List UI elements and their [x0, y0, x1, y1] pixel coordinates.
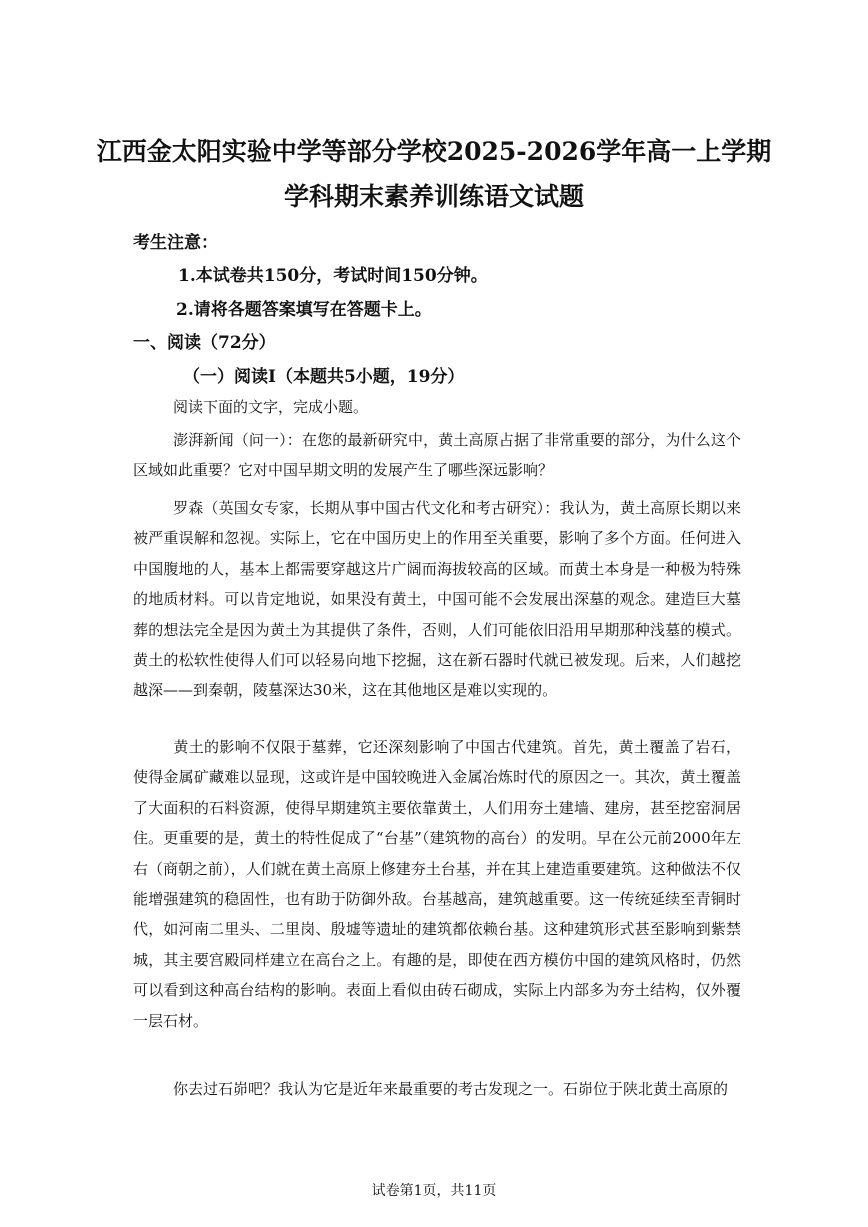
- subsection-heading: （一）阅读I（本题共5小题，19分）: [183, 367, 465, 387]
- paragraph-3: 黄土的影响不仅限于墓葬，它还深刻影响了中国古代建筑。首先，黄土覆盖了岩石，使得金属矿藏难以显现，这或许是中国较晚进入金属冶炼时代的原因之一。其次，黄土覆盖了大面积的石料资源，使得早期建筑主要依靠黄土，人们用夯土建墙、建房，甚至挖窑洞居住。更重要的是，黄土的特性促成了“台基”（建筑物的高台）的发明。早在公元前2000年左右（商朝之前），人们就在黄土高原上修建夯土台基，并在其上建造重要建筑。这种做法不仅能增强建筑的稳固性，也有助于防御外敌。台基越高，建筑越重要。这一传统延续至青铜时代，如河南二里头、二里岗、殷墟等遗址的建筑都依赖台基。这种建筑形式甚至影响到紫禁城，其主要宫殿同样建立在高台之上。有趣的是，即使在西方模仿中国的建筑风格时，仍然可以看到这种高台结构的影响。表面上看似由砖石砌成，实际上内部多为夯土结构，仅外覆一层石材。: [133, 738, 741, 1030]
- notice-item-1: 1.本试卷共150分，考试时间150分钟。: [178, 266, 488, 286]
- document-title-line1: 江西金太阳实验中学等部分学校2025-2026学年高一上学期: [96, 137, 772, 166]
- notice-heading: 考生注意：: [133, 233, 218, 253]
- paragraph-4: 你去过石峁吧？我认为它是近年来最重要的考古发现之一。石峁位于陕北黄土高原的: [173, 1080, 729, 1098]
- paragraph-2: 罗森（英国女专家，长期从事中国古代文化和考古研究）：我认为，黄土高原长期以来被严重误解和忽视。实际上，它在中国历史上的作用至关重要，影响了多个方面。任何进入中国腹地的人，基本上都需要穿越这片广阔而海拔较高的区域。而黄土本身是一种极为特殊的地质材料。可以肯定地说，如果没有黄土，中国可能不会发展出深墓的观念。建造巨大墓葬的想法完全是因为黄土为其提供了条件，否则，人们可能依旧沿用早期那种浅墓的模式。黄土的松软性使得人们可以轻易向地下挖掘，这在新石器时代就已被发现。后来，人们越挖越深——到秦朝，陵墓深达30米，这在其他地区是难以实现的。: [133, 499, 741, 700]
- instruction-text: 阅读下面的文字，完成小题。: [173, 398, 369, 416]
- document-title-line2: 学科期末素养训练语文试题: [283, 182, 584, 211]
- paragraph-1: 澎湃新闻（问一）：在您的最新研究中，黄土高原占据了非常重要的部分，为什么这个区域如此重要？它对中国早期文明的发展产生了哪些深远影响？: [133, 431, 741, 480]
- section-heading: 一、阅读（72分）: [133, 333, 276, 353]
- notice-item-2: 2.请将各题答案填写在答题卡上。: [176, 300, 432, 320]
- page-footer: 试卷第1页，共11页: [371, 1183, 497, 1199]
